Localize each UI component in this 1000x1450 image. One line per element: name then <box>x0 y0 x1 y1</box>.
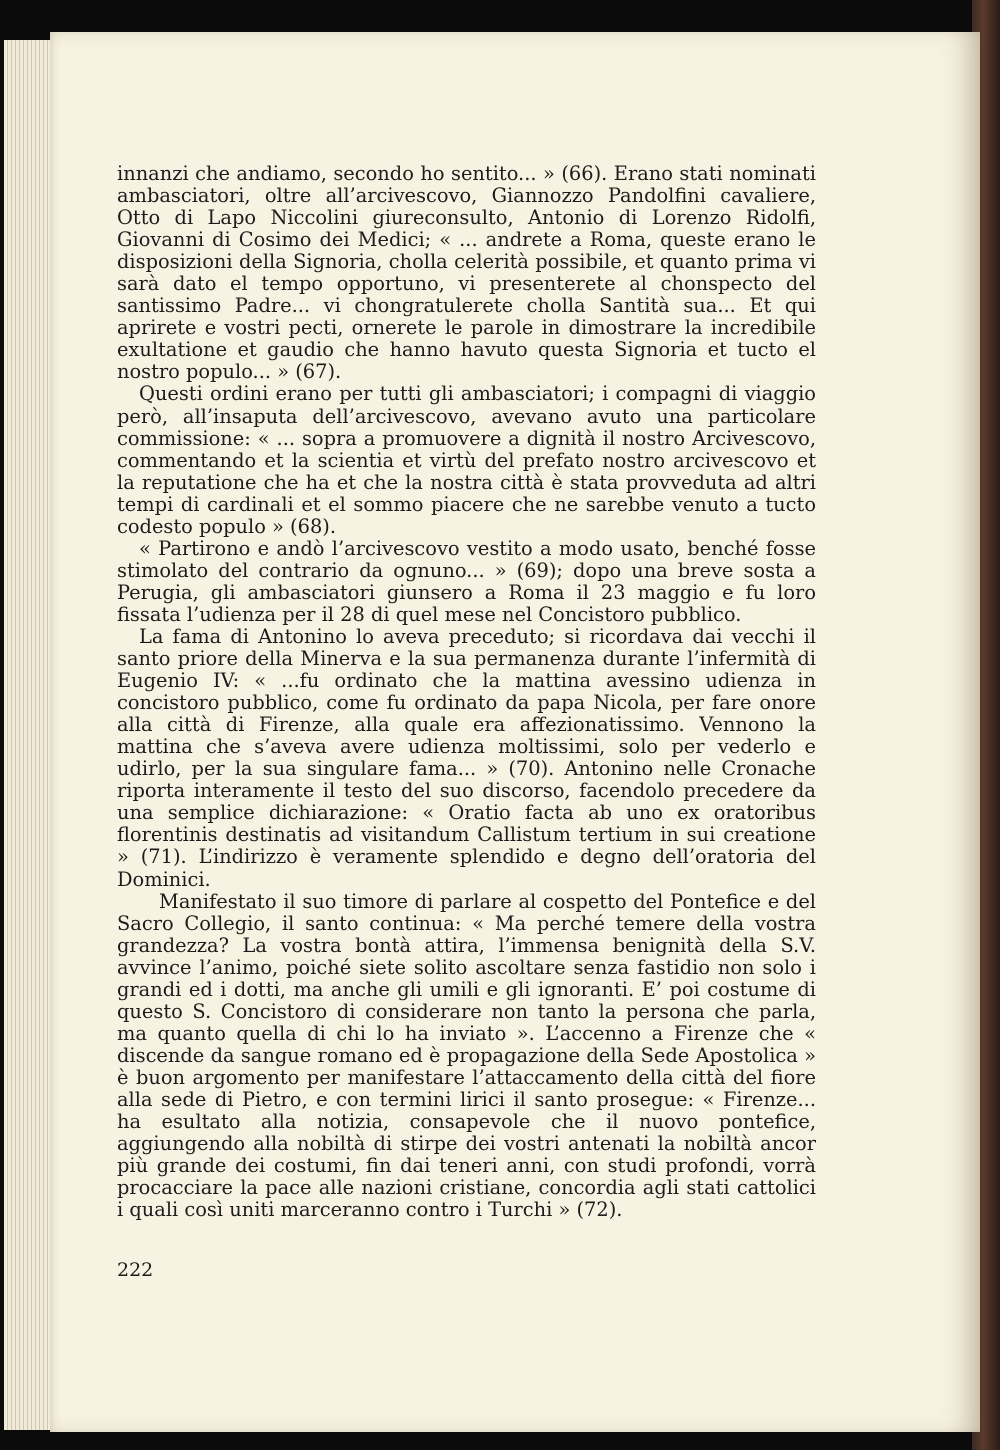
paragraph: « Partirono e andò l’arcivescovo vestito a modo usato, benché fosse stimolato del contrario da ognuno... » (69); dopo una breve sosta a Perugia, gli ambasciatori giunsero a Roma il 23 maggio e fu loro fissata l’udienza per il 28 di quel mese nel Concistoro pubblico. <box>117 536 816 626</box>
body-text <box>117 163 816 1221</box>
paragraph-continued: innanzi che andiamo, secondo ho sentito... » (66). Erano stati nominati ambasciatori, oltre all’arcivescovo, Giannozzo Pandolfini cavaliere, Otto di Lapo Niccolini giureconsulto, Antonio di Lorenzo Ridolfi, Giovanni di Cosimo dei Medici; « ... andrete a Roma, queste erano le disposizioni della Signoria, cholla celerità possibile, et quanto prima vi sarà dato el tempo opportuno, vi presenterete al chonspecto del santissimo Padre... vi chongratulerete cholla Santità sua... Et qui aprirete e vostri pecti, ornerete le parole in dimostrare la incredibile exultatione et gaudio che hanno havuto questa Signoria et tucto el nostro populo... » (67). <box>117 162 816 384</box>
paragraph: Questi ordini erano per tutti gli ambasciatori; i compagni di viaggio però, all’insaputa dell’arcivescovo, avevano avuto una particolare commissione: « ... sopra a promuovere a dignità il nostro Arcivescovo, commentando et la scientia et virtù del prefato nostro arcivescovo et la reputatione che ha et che la nostra città è stata provveduta ad altri tempi di cardinali et el sommo piacere che ne sarebbe venuto a tucto codesto populo » (68). <box>117 382 816 538</box>
page-stack-edges <box>4 40 54 1430</box>
paragraph: La fama di Antonino lo aveva preceduto; si ricordava dai vecchi il santo priore della Minerva e la sua permanenza durante l’infermità di Eugenio IV: « ...fu ordinato che la mattina avessino udienza in concistoro pubblico, come fu ordinato da papa Nicola, per fare onore alla città di Firenze, alla quale era affezionatissimo. Vennono la mattina che s’aveva avere udienza moltissimi, solo per vederlo e udirlo, per la sua singulare fama... » (70). Antonino nelle Cronache riporta interamente il testo del suo discorso, facendolo precedere da una semplice dichiarazione: « Oratio facta ab uno ex oratoribus florentinis destinatis ad visitandum Callistum tertium in sui creatione » (71). L’indirizzo è veramente splendido e degno dell’oratoria del Dominici. <box>117 624 816 891</box>
paragraph: Manifestato il suo timore di parlare al cospetto del Pontefice e del Sacro Collegio, il santo continua: « Ma perché temere della vostra grandezza? La vostra bontà attira, l’immensa benignità della S.V. avvince l’animo, poiché siete solito ascoltare senza fastidio non solo i grandi ed i dotti, ma anche gli umili e gli ignoranti. E’ poi costume di questo S. Concistoro di considerare non tanto la persona che parla, ma quanto quella di chi lo ha inviato ». L’accenno a Firenze che « discende da sangue romano ed è propagazione della Sede Apostolica » è buon argomento per manifestare l’attaccamento della città del fiore alla sede di Pietro, e con termini lirici il santo prosegue: « Firenze... ha esultato alla notizia, consapevole che il nuovo pontefice, aggiungendo alla nobiltà di stirpe dei vostri antenati la nobiltà ancor più grande dei costumi, fin dai teneri anni, con studi profondi, vorrà procacciare la pace alle nazioni cristiane, concordia agli stati cattolici i quali così uniti marceranno contro i Turchi » (72). <box>117 889 816 1222</box>
page-number: 222 <box>117 1259 154 1281</box>
